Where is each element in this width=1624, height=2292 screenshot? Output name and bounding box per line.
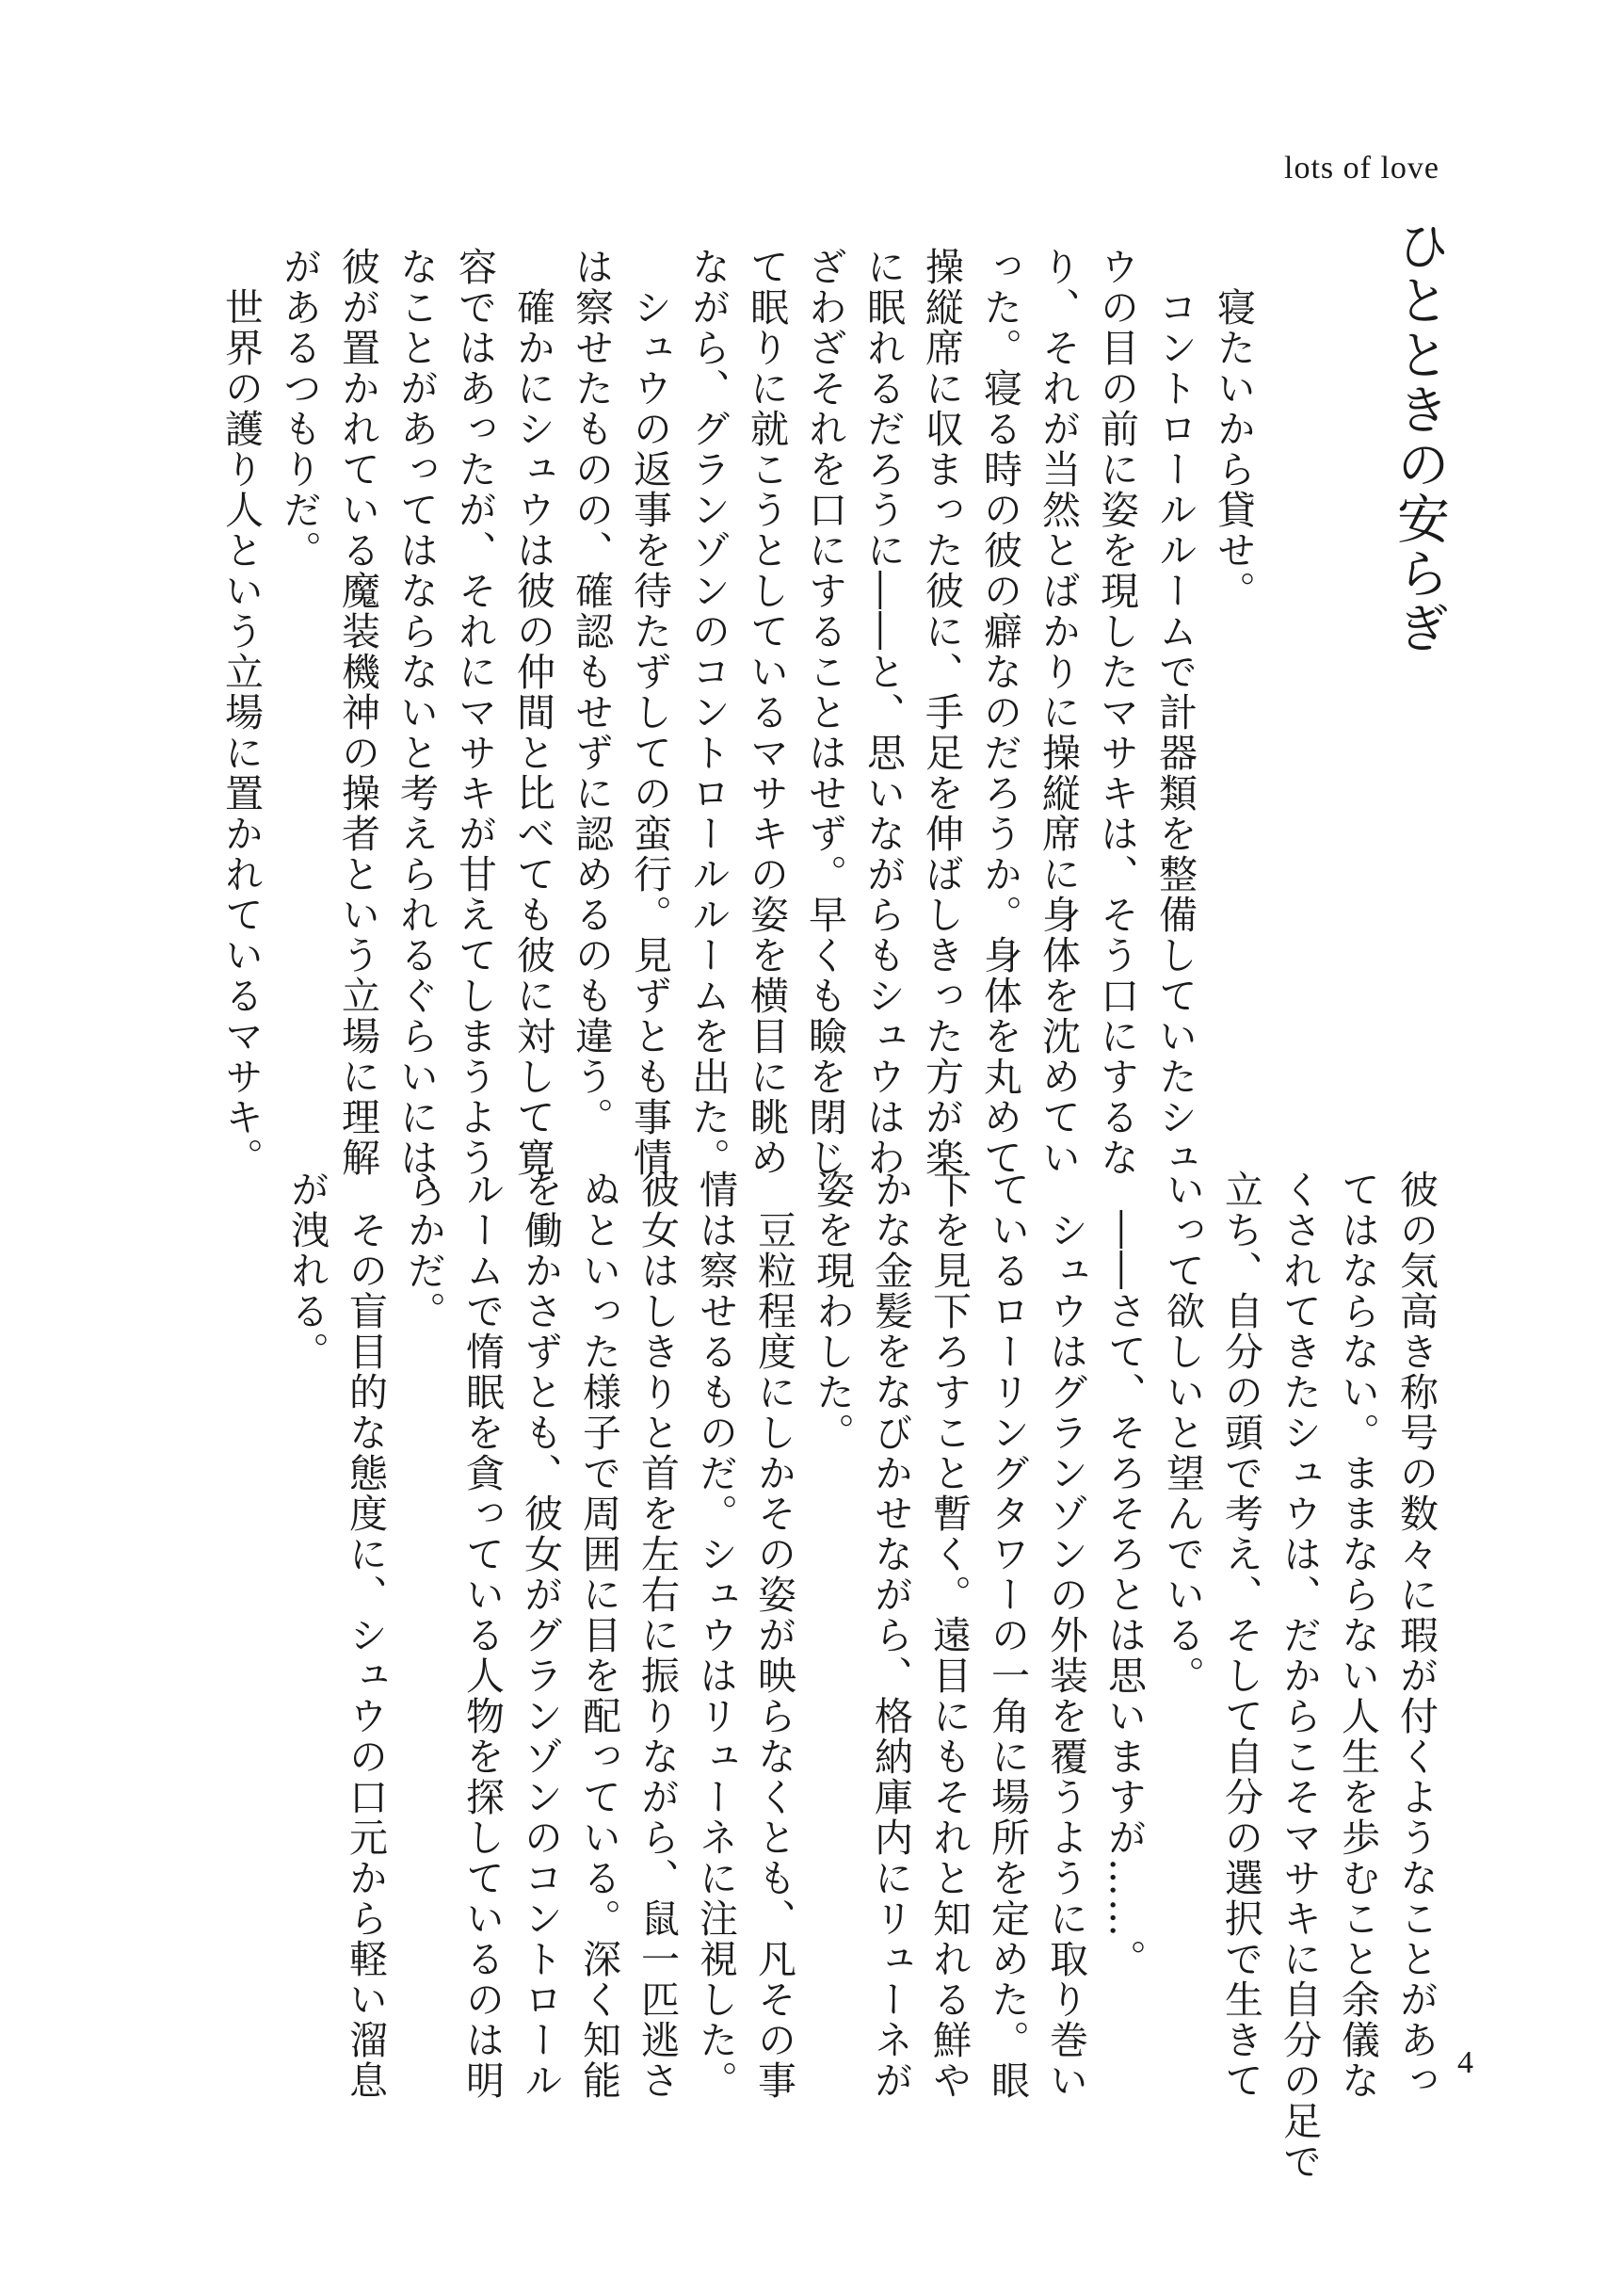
text-line: その盲目的な態度に、シュウの口元から軽い溜息 (343, 1170, 388, 2101)
text-line: った。寝る時の彼の癖なのだろうか。身体を丸めて (977, 247, 1022, 1178)
text-line: 操縦席に収まった彼に、手足を伸ばしきった方が楽 (919, 247, 964, 1178)
text-line: 彼が置かれている魔装機神の操者という立場に理解 (335, 247, 380, 1178)
text-line: 世界の護り人という立場に置かれているマサキ。 (218, 247, 264, 1178)
text-line: てはならない。ままならない人生を歩むこと余儀な (1335, 1170, 1380, 2101)
text-line: があるつもりだ。 (277, 247, 322, 571)
text-line: が洩れる。 (284, 1170, 330, 1372)
text-line: かな金髪をなびかせながら、格納庫内にリューネが (868, 1170, 913, 2101)
text-line: ――さて、そろそろとは思いますが……。 (1101, 1170, 1147, 1979)
text-line: くされてきたシュウは、だからこそマサキに自分の足で (1277, 1170, 1322, 2182)
text-line: ざわざそれを口にすることはせず。早くも瞼を閉じ (802, 247, 847, 1178)
text-line: は察せたものの、確認もせずに認めるのも違う。 (569, 247, 614, 1138)
text-line: ているローリングタワーの一角に場所を定めた。眼 (985, 1170, 1030, 2101)
text-line: 寝たいから貸せ。 (1211, 247, 1256, 611)
page-number: 4 (1457, 2045, 1473, 2080)
text-line: コントロールルームで計器類を整備していたシュ (1152, 247, 1198, 1178)
text-line: なことがあってはならないと考えられるぐらいには、 (394, 247, 439, 1219)
text-line: 姿を現わした。 (810, 1170, 855, 1453)
text-line: 情は察せるものだ。シュウはリューネに注視した。 (693, 1170, 738, 2101)
text-line: 確かにシュウは彼の仲間と比べても彼に対して寛 (510, 247, 555, 1178)
running-head: lots of love (1284, 151, 1439, 186)
text-line: に眠れるだろうに――と、思いながらもシュウはわ (860, 247, 906, 1178)
text-line: ルームで惰眠を貪っている人物を探しているのは明 (459, 1170, 505, 2101)
text-line: シュウはグランゾンの外装を覆うように取り巻い (1043, 1170, 1088, 2101)
text-line: ぬといった様子で周囲に目を配っている。深く知能 (576, 1170, 621, 2101)
text-line: いって欲しいと望んでいる。 (1160, 1170, 1205, 1696)
chapter-title: ひとときの安らぎ (1389, 218, 1450, 655)
text-line: 彼の気高き称号の数々に瑕が付くようなことがあっ (1393, 1170, 1439, 2101)
lower-text-block (264, 1170, 1445, 2182)
text-line: らかだ。 (401, 1170, 446, 1332)
text-line: 容ではあったが、それにマサキが甘えてしまうよう (452, 247, 497, 1178)
text-line: 彼女はしきりと首を左右に振りながら、鼠一匹逃さ (635, 1170, 680, 2101)
text-line: ウの目の前に姿を現したマサキは、そう口にするな (1094, 247, 1139, 1178)
text-line: シュウの返事を待たずしての蛮行。見ずとも事情 (627, 247, 672, 1178)
text-line: ながら、グランゾンのコントロールルームを出た。 (685, 247, 731, 1178)
text-line: て眠りに就こうとしているマサキの姿を横目に眺め (744, 247, 789, 1178)
text-line: 豆粒程度にしかその姿が映らなくとも、凡その事 (751, 1170, 796, 2101)
text-line: 下を見下ろすこと暫く。遠目にもそれと知れる鮮や (926, 1170, 972, 2101)
text-line: り、それが当然とばかりに操縦席に身体を沈めてい (1036, 247, 1081, 1178)
upper-text-block (218, 247, 1262, 1219)
text-line: を働かさずとも、彼女がグランゾンのコントロール (518, 1170, 563, 2101)
text-line: 立ち、自分の頭で考え、そして自分の選択で生きて (1218, 1170, 1263, 2101)
